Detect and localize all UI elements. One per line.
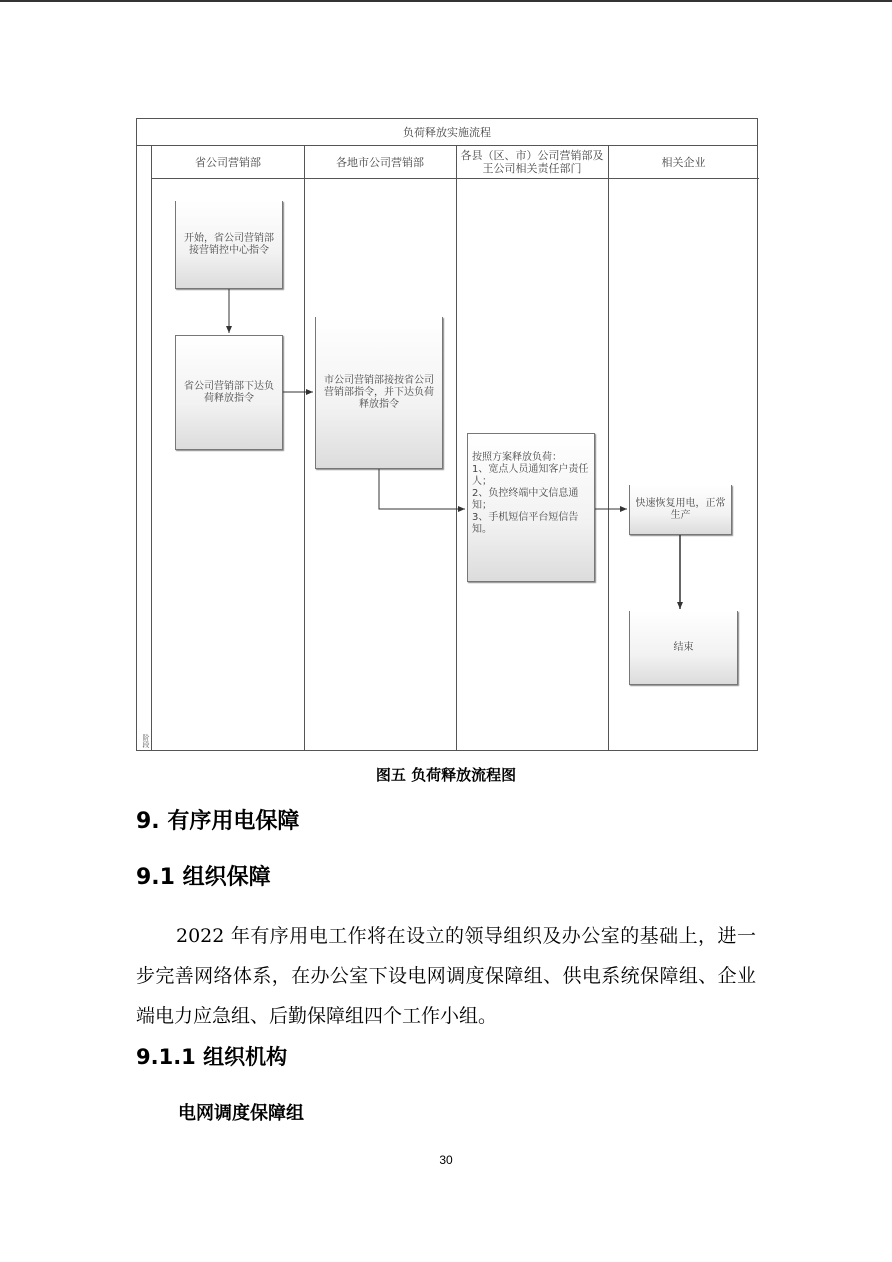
flow-box-end: 结束	[629, 611, 738, 685]
page-number: 30	[439, 1153, 453, 1167]
lane-header-enterprise: 相关企业	[608, 146, 759, 179]
phase-strip	[137, 146, 152, 750]
lane-header-city: 各地市公司营销部	[304, 146, 456, 179]
flowchart-title: 负荷释放实施流程	[137, 119, 757, 146]
section-heading-9-1: 9.1 组织保障	[136, 865, 271, 890]
lane-divider	[608, 146, 609, 750]
body-paragraph: 2022 年有序用电工作将在设立的领导组织及办公室的基础上，进一步完善网络体系，在办公室下设电网调度保障组、供电系统保障组、企业端电力应急组、后勤保障组四个工作小组。	[136, 925, 756, 1027]
flow-box-issue-order: 省公司营销部下达负荷释放指令	[175, 335, 283, 450]
flow-box-release-plan: 按照方案释放负荷： 1、宽点人员通知客户责任人； 2、负控终端中文信息通知； 3、手机短信平台短信告知。	[467, 433, 595, 582]
lane-divider	[304, 146, 305, 750]
figure-caption: 图五 负荷释放流程图	[375, 766, 517, 784]
section-heading-9-1-1: 9.1.1 组织机构	[136, 1045, 288, 1069]
lane-divider	[456, 146, 457, 750]
lane-header-provincial: 省公司营销部	[152, 146, 304, 179]
flow-box-start: 开始，省公司营销部接营销控中心指令	[175, 201, 283, 289]
section-heading-9: 9. 有序用电保障	[136, 809, 300, 834]
phase-label: 阶段	[142, 734, 150, 748]
subheading-grid-dispatch-group: 电网调度保障组	[178, 1103, 304, 1124]
flow-box-restore-power: 快速恢复用电，正常生产	[629, 485, 732, 535]
load-release-flowchart	[136, 118, 758, 751]
top-border-line	[0, 0, 892, 2]
arrow-city-to-county	[379, 469, 465, 509]
lane-header-county: 各县（区、市）公司营销部及王公司相关责任部门	[456, 146, 608, 179]
flow-box-city-order: 市公司营销部接按省公司营销部指令，并下达负荷释放指令	[315, 317, 443, 469]
